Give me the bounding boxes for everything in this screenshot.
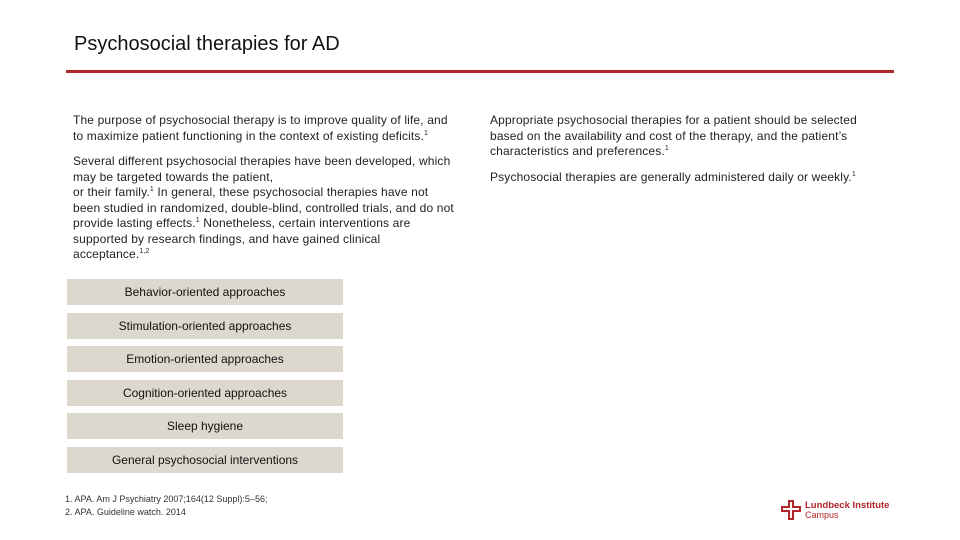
approach-box-cognition: Cognition-oriented approaches (67, 380, 343, 406)
reference-marker: 1,2 (139, 248, 150, 255)
frequency-paragraph (490, 170, 880, 186)
right-text-column (490, 113, 880, 195)
selection-text: Appropriate psychosocial therapies for a patient should be selected based on the availability and cost of the therapy, and the patient’s characteristics and preferences. (490, 113, 857, 158)
reference-marker: 1 (195, 217, 200, 224)
therapies-text-a: Several different psychosocial therapies have been developed, which may be targeted towards the patient, (73, 154, 451, 184)
reference-marker: 1 (664, 145, 669, 152)
logo-line2: Campus (805, 510, 839, 520)
therapies-text-c: In general, these psychosocial therapies have not been studied in randomized, double-blind, controlled trials, and do not provide lasting effects. (73, 185, 454, 230)
reference-marker: 1 (851, 170, 856, 178)
references (65, 493, 267, 519)
therapies-paragraph (73, 154, 458, 263)
lundbeck-logo (780, 499, 900, 521)
therapies-text-d: Nonetheless, certain interventions are supported by research findings, and have gained clinical acceptance. (73, 216, 411, 261)
logo-line1: Lundbeck Institute (805, 500, 890, 511)
approach-box-behavior: Behavior-oriented approaches (67, 279, 343, 305)
approach-box-stimulation: Stimulation-oriented approaches (67, 313, 343, 339)
approaches-list (67, 279, 343, 481)
therapies-text-b: or their family. (73, 185, 150, 199)
approach-box-emotion: Emotion-oriented approaches (67, 346, 343, 372)
reference-marker: 1 (149, 186, 154, 193)
reference-item: 1. APA. Am J Psychiatry 2007;164(12 Suppl):5–56; (65, 494, 268, 504)
purpose-text: The purpose of psychosocial therapy is to improve quality of life, and to maximize patient functioning in the context of existing deficits. (73, 113, 448, 143)
purpose-paragraph (73, 113, 458, 144)
slide-title: Psychosocial therapies for AD (74, 33, 340, 55)
reference-marker: 1 (424, 129, 429, 137)
title-divider (66, 70, 894, 73)
frequency-text: Psychosocial therapies are generally administered daily or weekly. (490, 169, 852, 184)
lundbeck-cross-icon (780, 499, 802, 521)
selection-paragraph (490, 113, 880, 160)
approach-box-sleep-hygiene: Sleep hygiene (67, 413, 343, 439)
approach-box-general: General psychosocial interventions (67, 447, 343, 473)
left-text-column (73, 113, 458, 273)
reference-item: 2. APA. Guideline watch. 2014 (65, 507, 186, 517)
